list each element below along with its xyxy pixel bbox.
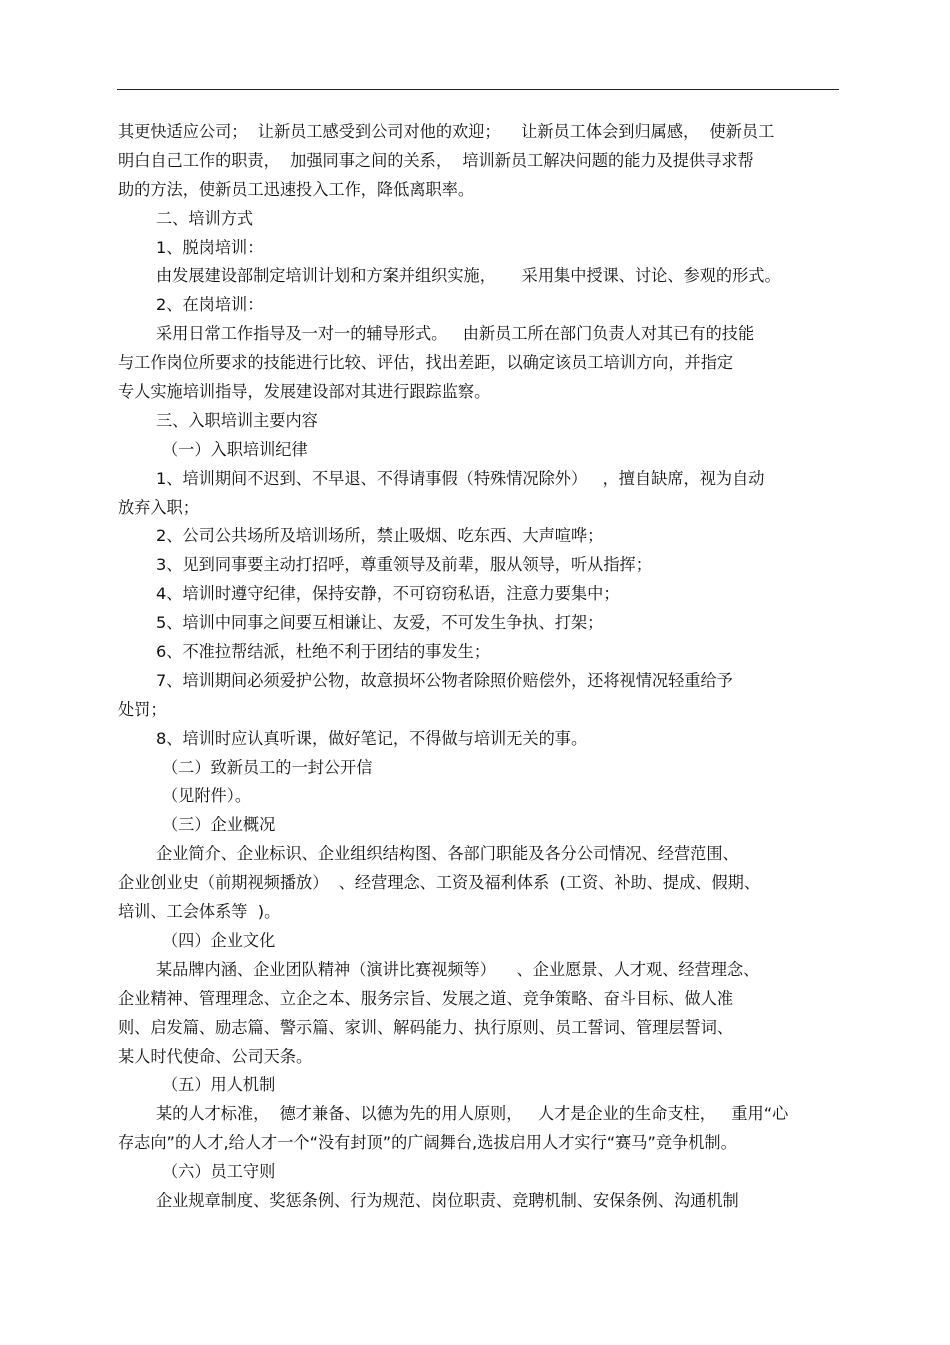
text-line: （二）致新员工的一封公开信 [162, 757, 373, 777]
text-line: 企业精神、管理理念、立企之本、服务宗旨、发展之道、竞争策略、奋斗目标、做人准 [118, 988, 734, 1008]
text-line: （六）员工守则 [162, 1162, 276, 1182]
text-line: 培训、工会体系等 )。 [118, 902, 281, 922]
text-line: （一）入职培训纪律 [162, 439, 308, 459]
text-line: 二、培训方式 [156, 208, 254, 228]
text-line: 3、见到同事要主动打招呼，尊重领导及前辈，服从领导，听从指挥； [156, 555, 652, 575]
header-rule [117, 89, 839, 90]
text-line: 企业简介、企业标识、企业组织结构图、各部门职能及各分公司情况、经营范围、 [156, 844, 739, 864]
text-line: 2、公司公共场所及培训场所，禁止吸烟、吃东西、大声喧哗； [156, 526, 604, 546]
text-line: 与工作岗位所要求的技能进行比较、评估，找出差距，以确定该员工培训方向，并指定 [118, 353, 734, 373]
text-line: 其更快适应公司； 让新员工感受到公司对他的欢迎； 让新员工体会到归属感， 使新员工 [118, 122, 775, 141]
text-line: 1、培训期间不迟到、不早退、不得请事假（特殊情况除外） ，擅自缺席，视为自动 [156, 468, 765, 488]
text-line: 2、在岗培训： [156, 295, 264, 315]
text-line: 8、培训时应认真听课，做好笔记，不得做与培训无关的事。 [156, 728, 588, 748]
text-line: 某人时代使命、公司天条。 [118, 1046, 313, 1066]
text-line: 三、入职培训主要内容 [156, 410, 318, 430]
text-line: 企业规章制度、奖惩条例、行为规范、岗位职责、竞聘机制、安保条例、沟通机制 [156, 1190, 739, 1210]
text-line: 明白自己工作的职责， 加强同事之间的关系， 培训新员工解决问题的能力及提供寻求帮 [118, 150, 754, 170]
text-line: 某的人才标准， 德才兼备、以德为先的用人原则， 人才是企业的生命支柱， 重用“心 [156, 1104, 789, 1124]
text-line: （见附件）。 [162, 786, 252, 806]
text-line: （五）用人机制 [162, 1075, 276, 1095]
text-line: 放弃入职； [118, 497, 199, 517]
text-line: 4、培训时遵守纪律，保持安静，不可窃窃私语，注意力要集中； [156, 584, 620, 604]
text-line: 某品牌内涵、企业团队精神（演讲比赛视频等） 、企业愿景、人才观、经营理念、 [156, 959, 760, 979]
text-line: 由发展建设部制定培训计划和方案并组织实施， 采用集中授课、讨论、参观的形式。 [156, 266, 781, 286]
document-body [118, 118, 848, 1216]
text-line: 企业创业史（前期视频播放） 、经营理念、工资及福利体系 (工资、补助、提成、假期、 [118, 873, 761, 893]
text-line: 存志向”的人才,给人才一个“没有封顶”的广阔舞台,选拔启用人才实行“赛马”竞争机制。 [118, 1133, 737, 1153]
text-line: 采用日常工作指导及一对一的辅导形式。 由新员工所在部门负责人对其已有的技能 [156, 324, 755, 344]
text-line: 处罚； [118, 699, 167, 719]
text-line: 助的方法，使新员工迅速投入工作，降低离职率。 [118, 179, 475, 199]
text-line: 5、培训中同事之间要互相谦让、友爱，不可发生争执、打架； [156, 613, 604, 633]
text-line: 7、培训期间必须爱护公物，故意损坏公物者除照价赔偿外，还将视情况轻重给予 [156, 670, 733, 690]
text-line: 专人实施培训指导，发展建设部对其进行跟踪监察。 [118, 382, 491, 402]
text-line: 则、启发篇、励志篇、警示篇、家训、解码能力、执行原则、员工誓词、管理层誓词、 [118, 1017, 734, 1037]
text-line: 6、不准拉帮结派，杜绝不利于团结的事发生； [156, 642, 491, 662]
text-line: （三）企业概况 [162, 815, 276, 835]
text-line: （四）企业文化 [162, 930, 276, 950]
text-line: 1、脱岗培训： [156, 237, 264, 257]
